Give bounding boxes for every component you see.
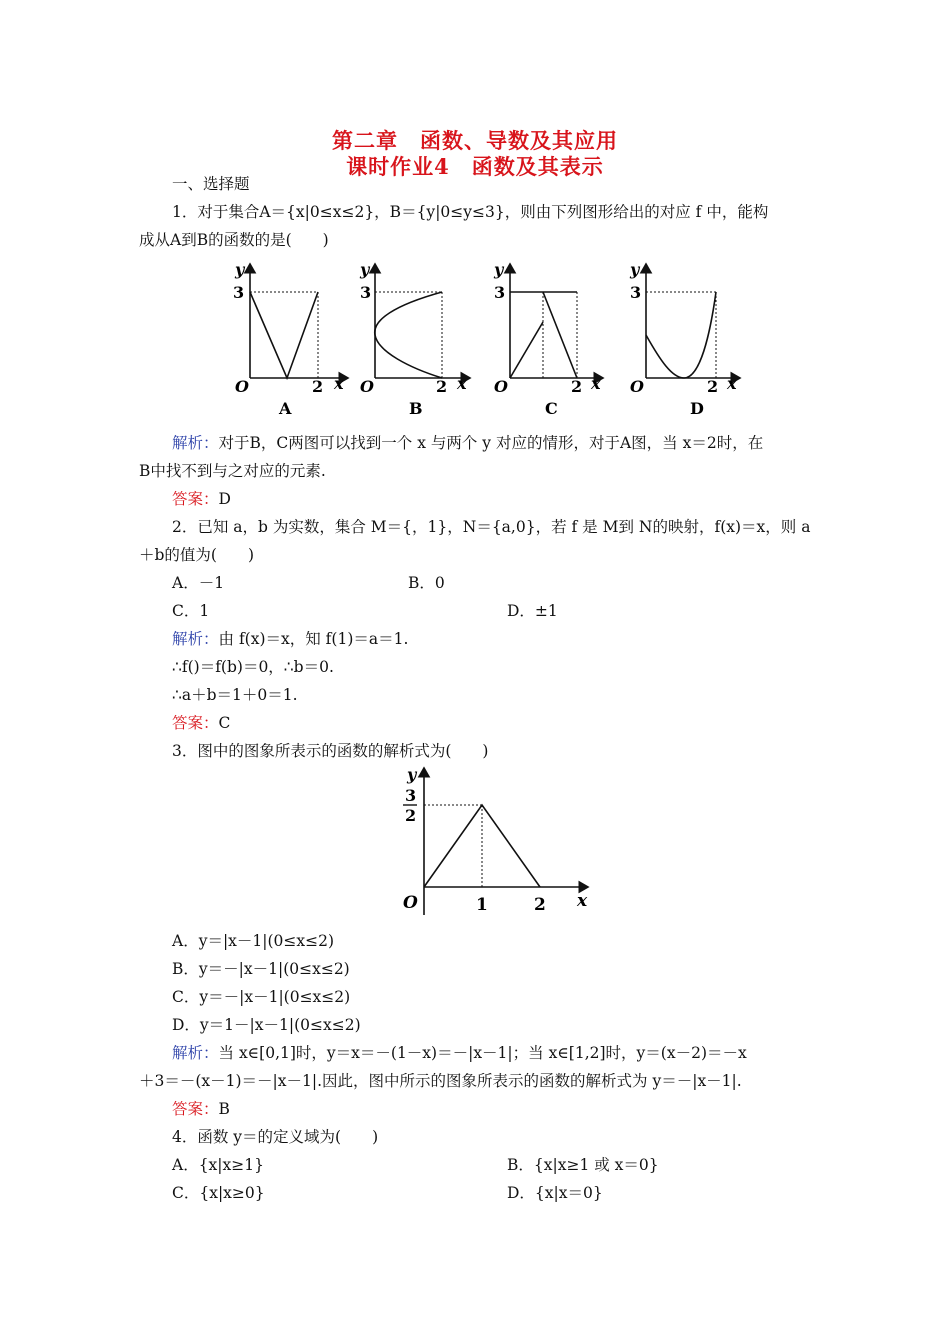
graph-b (359, 260, 470, 418)
graph-a-y-label: y (235, 260, 245, 279)
q2-answer-value: C (218, 714, 231, 732)
section-heading: 一、选择题 (172, 175, 250, 193)
q2-analysis-line1 (172, 629, 408, 649)
graph-b-tick-3: 3 (360, 283, 372, 302)
graph-a-origin: O (235, 377, 249, 396)
q2-analysis-text1: 由 f(x)＝x，知 f(1)＝a＝1. (218, 630, 409, 648)
q3-graph (370, 762, 600, 922)
graph-d-caption: D (690, 399, 704, 418)
lesson-title: 课时作业4 函数及其表示 (346, 154, 604, 179)
q3-tick-2: 2 (534, 895, 546, 915)
graph-d-y-label: y (630, 260, 640, 279)
q1-stem-line2: 成从A到B的函数的是( ) (139, 231, 329, 249)
graph-a-tick-3: 3 (233, 283, 245, 302)
q1-answer (172, 489, 231, 509)
graph-c-origin: O (494, 377, 508, 396)
q3-y-label: y (407, 765, 417, 784)
q1-graphs (220, 255, 780, 425)
graph-a-tick-2: 2 (312, 377, 324, 396)
q1-analysis-label: 解析： (172, 434, 219, 452)
q3-tick-numerator: 3 (405, 786, 417, 805)
q3-origin: O (403, 893, 418, 913)
q3-answer (172, 1099, 230, 1119)
q1-answer-label: 答案： (172, 490, 219, 508)
q4-option-b: B．{x|x≥1 或 x＝0} (507, 1156, 659, 1174)
q1-analysis-line2: B中找不到与之对应的元素. (139, 462, 326, 480)
q2-option-d: D．±1 (507, 602, 558, 620)
q3-option-a: A．y＝|x－1|(0≤x≤2) (172, 932, 335, 950)
q3-option-c: C．y＝－|x－1|(0≤x≤2) (172, 988, 351, 1006)
graph-a (233, 260, 348, 418)
graph-d (629, 260, 740, 418)
graph-a-caption: A (279, 399, 292, 418)
q3-analysis-label: 解析： (172, 1044, 219, 1062)
q4-option-a: A．{x|x≥1} (172, 1156, 264, 1174)
graph-b-origin: O (360, 377, 374, 396)
graph-b-tick-2: 2 (436, 377, 448, 396)
q2-stem-line1: 2．已知 a，b 为实数，集合 M＝{，1}，N＝{a,0}，若 f 是 M到 N的映射，f(x)＝x，则 a (172, 518, 811, 536)
q1-analysis-line1 (172, 433, 763, 453)
q3-answer-label: 答案： (172, 1100, 219, 1118)
graph-c-tick-3: 3 (494, 283, 506, 302)
graph-b-caption: B (409, 399, 423, 418)
graph-b-x-label: x (457, 374, 467, 393)
graph-c-tick-2: 2 (571, 377, 583, 396)
graph-c (493, 260, 603, 418)
q1-stem-line1: 1．对于集合A＝{x|0≤x≤2}，B＝{y|0≤y≤3}，则由下列图形给出的对应 f 中，能构 (172, 203, 769, 221)
graph-c-caption: C (545, 399, 558, 418)
q2-answer-label: 答案： (172, 714, 219, 732)
graph-d-x-label: x (727, 374, 737, 393)
q2-analysis-label: 解析： (172, 630, 219, 648)
q3-answer-value: B (218, 1100, 230, 1118)
chapter-title: 第二章 函数、导数及其应用 (332, 128, 618, 153)
q3-x-label: x (577, 891, 588, 911)
q3-tick-denominator: 2 (405, 806, 417, 825)
q4-option-d: D．{x|x＝0} (507, 1184, 603, 1202)
q4-option-c: C．{x|x≥0} (172, 1184, 265, 1202)
graph-c-y-label: y (494, 260, 504, 279)
graph-d-tick-2: 2 (707, 377, 719, 396)
q2-analysis-line3: ∴a＋b＝1＋0＝1. (172, 686, 298, 704)
graph-d-tick-3: 3 (630, 283, 642, 302)
q1-analysis-text1: 对于B，C两图可以找到一个 x 与两个 y 对应的情形，对于A图，当 x＝2时，在 (218, 434, 764, 452)
q2-stem-line2: ＋b的值为( ) (139, 546, 255, 564)
graph-a-x-label: x (334, 374, 344, 393)
q2-analysis-line2: ∴f()＝f(b)＝0，∴b＝0. (172, 658, 334, 676)
graph-d-origin: O (630, 377, 644, 396)
q2-option-a: A．－1 (172, 574, 225, 592)
graph-b-y-label: y (360, 260, 370, 279)
q2-answer (172, 713, 230, 733)
q2-option-b: B．0 (408, 574, 445, 592)
q3-tick-1: 1 (476, 895, 488, 915)
q3-option-d: D．y＝1－|x－1|(0≤x≤2) (172, 1016, 361, 1034)
q4-stem: 4．函数 y＝的定义域为( ) (172, 1128, 379, 1146)
q3-option-b: B．y＝－|x－1|(0≤x≤2) (172, 960, 350, 978)
q2-option-c: C．1 (172, 602, 210, 620)
q1-answer-value: D (218, 490, 231, 508)
q3-analysis-line1 (172, 1043, 747, 1063)
graph-c-x-label: x (591, 374, 601, 393)
q3-analysis-line2: ＋3＝－(x－1)＝－|x－1|.因此，图中所示的图象所表示的函数的解析式为 y＝－|x－1|. (139, 1072, 742, 1090)
q3-analysis-text1: 当 x∈[0,1]时，y＝x＝－(1－x)＝－|x－1|；当 x∈[1,2]时，y＝(x－2)＝－x (218, 1044, 747, 1062)
q3-stem: 3．图中的图象所表示的函数的解析式为( ) (172, 742, 489, 760)
